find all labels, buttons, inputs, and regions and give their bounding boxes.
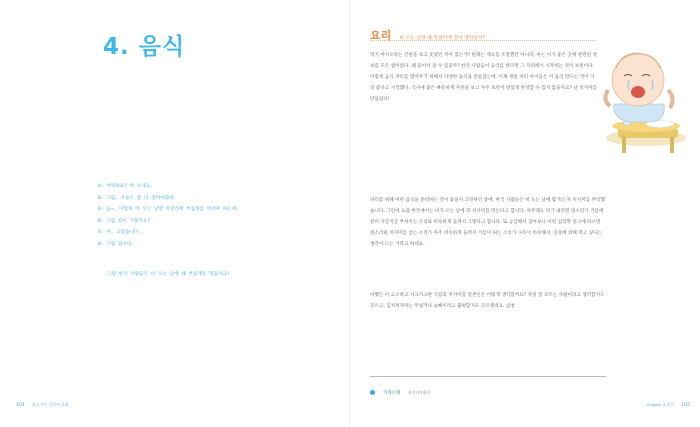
dialog-line: B: 그럼 같이 가볼까요?	[98, 218, 151, 224]
dialog-line: A: 아, 고맙습니다.	[98, 230, 142, 236]
paragraph-1: 먹지 마시오라는 간판을 보고 웃었던 적이 있는가? 원래는 재료를 조절했던 아니라, 싸는 이가 좋은 곳에 관련된 정보를 모은 셈이었다. 왜 들어서 갈 수 있을까? 한국 사람들이 요리를 한다면 그 자리에서 시작하는 것이 보통이다. 이렇게 음식 파티를 열어주기 위해서 다양한 음식을 만들었는데, 이제 생일 파티 아이들은 이 음식 만드는 것이 가장 좋다고 시작했다. 식사에 좋은 빠듯하게 자신을 보고 자주 보면서 맛있게 완성할 수 있지 않을까요? 난 치지미를 만들었다!	[370, 53, 597, 103]
page-number-left: 104	[16, 403, 25, 408]
right-page	[350, 0, 700, 427]
footnote-divider	[370, 376, 606, 377]
dialog-line: B: 그럼, 오늘은 좀 더 있어야겠네.	[98, 195, 177, 201]
chapter-title: 4. 음식	[103, 34, 186, 60]
paragraph-3: 어쨌든 이 고소하고 사크사크한 식감의 치지미를 일본인은 어떻게 생각할까요? 자칫 잘 모르는 사람이라고 생각할지도 모르고, 김치치지미는 무섭거나 쇼빠이라고 불평할지도 모르겠네요. 엄청	[370, 293, 605, 310]
footer-chapter: Chapter 4 음식	[646, 402, 674, 407]
left-footer	[16, 402, 69, 408]
dialog-note: 그럼 한국 사람들은 비 오는 날에 왜 부침개를 먹을까요?	[107, 272, 230, 277]
heading-divider	[370, 40, 595, 41]
dialog-list	[98, 181, 239, 251]
footnote-keyword: 카라오케	[383, 390, 401, 396]
crying-child-illustration	[594, 20, 696, 160]
page-number-right: 105	[681, 403, 690, 408]
footnote-bullet-icon	[370, 390, 375, 395]
dialog-line: A: 어떡하죠? 비 오네요.	[98, 184, 153, 189]
heading-keyword: 요리	[370, 29, 392, 42]
footnote-meaning: 바삭바삭하다	[408, 389, 431, 395]
heading-question: 비 오는 날엔 왜 막걸리에 전이 생각날까?	[399, 36, 486, 41]
footnote	[370, 382, 430, 401]
child-eating-icon	[594, 20, 696, 160]
paragraph-2: 파티를 위해 어떤 음식을 준비하는 것이 좋을지 고민하던 중에, 한국 사람들은 비 오는 날에 뭘 먹는지 치지미를 부탁했습니다. 그런데 요즘 한국에서는 비가 오는 날에 꼭 치지미를 먹는다고 합니다. 아무래도 비가 내리면 빗소리가 기름에 전이 지글지글 부쳐지는 소리와 비슷하게 들려서 그렇다고 합니다. 또 공급해서 찾아보니 어떤 심리학 연구에 따르면 빗소리와 치지미를 굽는 소리가 아주 비슷하게 들려서 기름이 튀는 소리가 나듯이 비슷해서, 연상에 의해 먹고 싶다는 생각이 드는 거라고 하네요.	[370, 198, 605, 248]
footer-book-title: 읽고 쓰는 일본어 문화	[32, 402, 69, 407]
right-footer	[647, 402, 690, 408]
dialog-line: B: 그럼 갑시다.	[98, 241, 135, 247]
dialog-line: A: 음~, 이렇게 비 오는 날엔 막걸리에 부침개를 먹어야 하는데.	[98, 207, 239, 213]
